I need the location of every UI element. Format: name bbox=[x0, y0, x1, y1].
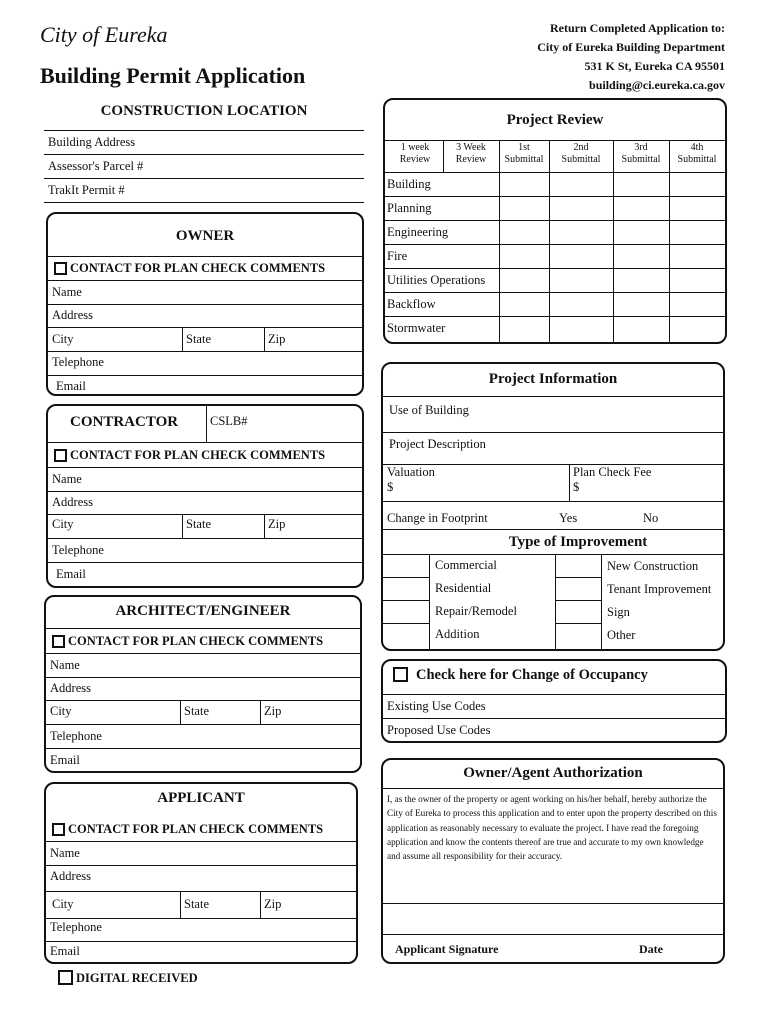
improvement-option: Repair/Remodel bbox=[435, 604, 517, 618]
review-cell[interactable] bbox=[499, 244, 549, 268]
review-cell[interactable] bbox=[613, 172, 669, 196]
review-cell[interactable] bbox=[669, 172, 725, 196]
improvement-option: Commercial bbox=[435, 558, 497, 572]
section-title: Project Review bbox=[506, 112, 604, 128]
digital-received-checkbox[interactable] bbox=[58, 970, 73, 985]
email-field[interactable]: Email bbox=[50, 753, 80, 767]
return-line-2: City of Eureka Building Department bbox=[537, 40, 725, 54]
construction-location-section bbox=[44, 97, 364, 207]
review-column-header: 4th Submittal bbox=[677, 142, 717, 165]
review-column-header: 3 Week Review bbox=[455, 142, 487, 165]
type-of-improvement-title: Type of Improvement bbox=[508, 534, 648, 550]
change-of-occupancy-checkbox[interactable] bbox=[393, 667, 408, 682]
building-address-field[interactable]: Building Address bbox=[48, 135, 136, 149]
review-cell[interactable] bbox=[669, 268, 725, 292]
state-field[interactable]: State bbox=[184, 704, 209, 718]
telephone-field[interactable]: Telephone bbox=[50, 729, 102, 743]
plan-check-dollar: $ bbox=[573, 480, 580, 494]
review-row-label: Engineering bbox=[387, 225, 449, 239]
review-cell[interactable] bbox=[499, 220, 549, 244]
email-field[interactable]: Email bbox=[50, 944, 80, 958]
return-line-3: 531 K St, Eureka CA 95501 bbox=[584, 59, 725, 73]
improvement-checkbox-cell[interactable] bbox=[555, 554, 601, 577]
section-title: CONTRACTOR bbox=[70, 414, 179, 430]
review-column-header: 1 week Review bbox=[399, 142, 431, 165]
improvement-option: Addition bbox=[435, 627, 480, 641]
contractor-section bbox=[46, 404, 364, 588]
occupancy-section bbox=[381, 659, 727, 743]
section-title: CONSTRUCTION LOCATION bbox=[100, 103, 308, 119]
improvement-checkbox-cell[interactable] bbox=[383, 554, 429, 577]
footprint-yes-option[interactable]: Yes bbox=[559, 511, 578, 525]
project-information-section bbox=[381, 362, 725, 651]
return-line-1: Return Completed Application to: bbox=[550, 21, 725, 35]
name-field[interactable]: Name bbox=[50, 846, 80, 860]
occupancy-title: Check here for Change of Occupancy bbox=[416, 667, 648, 683]
review-row-label: Planning bbox=[387, 201, 432, 215]
review-cell[interactable] bbox=[549, 292, 613, 316]
email-field[interactable]: Email bbox=[56, 379, 86, 393]
contact-label: CONTACT FOR PLAN CHECK COMMENTS bbox=[68, 634, 324, 648]
project-description-field[interactable]: Project Description bbox=[389, 437, 486, 451]
review-cell[interactable] bbox=[669, 316, 725, 342]
improvement-checkbox-cell[interactable] bbox=[555, 623, 601, 649]
review-cell[interactable] bbox=[499, 316, 549, 342]
improvement-option: New Construction bbox=[607, 559, 699, 573]
improvement-checkbox-cell[interactable] bbox=[383, 623, 429, 649]
improvement-option: Sign bbox=[607, 605, 630, 619]
return-line-4: building@ci.eureka.ca.gov bbox=[589, 78, 725, 92]
project-review-section bbox=[383, 98, 727, 344]
review-row-label: Utilities Operations bbox=[387, 273, 486, 287]
improvement-option: Tenant Improvement bbox=[607, 582, 712, 596]
review-row-label: Building bbox=[387, 177, 431, 191]
section-title: Owner/Agent Authorization bbox=[463, 765, 643, 781]
review-column-header: 2nd Submittal bbox=[561, 142, 601, 165]
section-title: OWNER bbox=[175, 228, 235, 244]
state-field[interactable]: State bbox=[184, 897, 209, 911]
address-field[interactable]: Address bbox=[50, 869, 91, 883]
section-title: ARCHITECT/ENGINEER bbox=[115, 603, 291, 619]
review-column-header: 1st Submittal bbox=[504, 142, 544, 165]
email-field[interactable]: Email bbox=[56, 567, 86, 581]
name-field[interactable]: Name bbox=[52, 472, 82, 486]
contact-label: CONTACT FOR PLAN CHECK COMMENTS bbox=[70, 448, 326, 462]
cslb-field[interactable]: CSLB# bbox=[210, 414, 248, 428]
state-field[interactable]: State bbox=[186, 332, 211, 346]
review-row-label: Backflow bbox=[387, 297, 436, 311]
contact-label: CONTACT FOR PLAN CHECK COMMENTS bbox=[68, 822, 324, 836]
address-field[interactable]: Address bbox=[50, 681, 91, 695]
use-of-building-field[interactable]: Use of Building bbox=[389, 403, 469, 417]
review-cell[interactable] bbox=[613, 220, 669, 244]
plan-check-fee-field[interactable]: Plan Check Fee bbox=[573, 465, 652, 479]
review-cell[interactable] bbox=[549, 268, 613, 292]
proposed-use-codes-field[interactable]: Proposed Use Codes bbox=[387, 723, 491, 737]
improvement-option: Residential bbox=[435, 581, 492, 595]
owner-section bbox=[46, 212, 364, 396]
improvement-checkbox-cell[interactable] bbox=[555, 577, 601, 600]
footprint-no-option[interactable]: No bbox=[643, 511, 659, 525]
review-cell[interactable] bbox=[499, 292, 549, 316]
review-cell[interactable] bbox=[499, 196, 549, 220]
contact-checkbox[interactable] bbox=[54, 449, 67, 462]
date-field[interactable]: Date bbox=[639, 942, 663, 956]
review-cell[interactable] bbox=[613, 316, 669, 342]
zip-field[interactable]: Zip bbox=[268, 332, 286, 346]
architect-section bbox=[44, 595, 362, 773]
section-title: APPLICANT bbox=[157, 790, 245, 806]
review-row-label: Stormwater bbox=[387, 321, 446, 335]
review-cell[interactable] bbox=[613, 268, 669, 292]
city-field[interactable]: City bbox=[52, 517, 74, 531]
review-cell[interactable] bbox=[669, 292, 725, 316]
review-cell[interactable] bbox=[549, 196, 613, 220]
review-row-label: Fire bbox=[387, 249, 408, 263]
review-cell[interactable] bbox=[549, 244, 613, 268]
authorization-text: I, as the owner of the property or agent working on his/her behalf, hereby authorize the City of Eureka to process this application and to enter upon the property described on this application as reasonably necessary to evaluate the project. I have read the foregoing application and know the contents thereof are true and accurate to my own knowledge and assume all responsibility for their accuracy. bbox=[387, 794, 717, 862]
city-field[interactable]: City bbox=[52, 332, 74, 346]
review-column-header: 3rd Submittal bbox=[621, 142, 661, 165]
review-cell[interactable] bbox=[499, 172, 549, 196]
name-field[interactable]: Name bbox=[52, 285, 82, 299]
address-field[interactable]: Address bbox=[52, 495, 93, 509]
valuation-field[interactable]: Valuation bbox=[387, 465, 435, 479]
review-cell[interactable] bbox=[549, 316, 613, 342]
trakit-permit-field[interactable]: TrakIt Permit # bbox=[48, 183, 125, 197]
city-name: City of Eureka bbox=[40, 22, 168, 47]
review-cell[interactable] bbox=[613, 292, 669, 316]
change-in-footprint-label: Change in Footprint bbox=[387, 511, 488, 525]
review-cell[interactable] bbox=[669, 196, 725, 220]
section-title: Project Information bbox=[488, 371, 618, 387]
telephone-field[interactable]: Telephone bbox=[52, 355, 104, 369]
review-cell[interactable] bbox=[549, 172, 613, 196]
applicant-section bbox=[44, 782, 358, 964]
improvement-checkbox-cell[interactable] bbox=[383, 600, 429, 623]
city-field[interactable]: City bbox=[52, 897, 74, 911]
digital-received-label: DIGITAL RECEIVED bbox=[76, 971, 198, 985]
review-cell[interactable] bbox=[613, 196, 669, 220]
review-cell[interactable] bbox=[499, 268, 549, 292]
existing-use-codes-field[interactable]: Existing Use Codes bbox=[387, 699, 486, 713]
zip-field[interactable]: Zip bbox=[268, 517, 286, 531]
applicant-signature-field[interactable]: Applicant Signature bbox=[395, 942, 499, 956]
telephone-field[interactable]: Telephone bbox=[50, 920, 102, 934]
contact-checkbox[interactable] bbox=[52, 823, 65, 836]
state-field[interactable]: State bbox=[186, 517, 211, 531]
authorization-section bbox=[381, 758, 725, 964]
contact-checkbox[interactable] bbox=[54, 262, 67, 275]
city-field[interactable]: City bbox=[50, 704, 72, 718]
address-field[interactable]: Address bbox=[52, 308, 93, 322]
valuation-dollar: $ bbox=[387, 480, 394, 494]
contact-checkbox[interactable] bbox=[52, 635, 65, 648]
name-field[interactable]: Name bbox=[50, 658, 80, 672]
page-title: Building Permit Application bbox=[40, 63, 306, 88]
improvement-checkbox-cell[interactable] bbox=[383, 577, 429, 600]
telephone-field[interactable]: Telephone bbox=[52, 543, 104, 557]
improvement-checkbox-cell[interactable] bbox=[555, 600, 601, 623]
review-cell[interactable] bbox=[549, 220, 613, 244]
zip-field[interactable]: Zip bbox=[264, 704, 282, 718]
review-cell[interactable] bbox=[669, 244, 725, 268]
review-cell[interactable] bbox=[669, 220, 725, 244]
improvement-option: Other bbox=[607, 628, 636, 642]
review-cell[interactable] bbox=[613, 244, 669, 268]
parcel-number-field[interactable]: Assessor's Parcel # bbox=[48, 159, 144, 173]
zip-field[interactable]: Zip bbox=[264, 897, 282, 911]
contact-label: CONTACT FOR PLAN CHECK COMMENTS bbox=[70, 261, 326, 275]
